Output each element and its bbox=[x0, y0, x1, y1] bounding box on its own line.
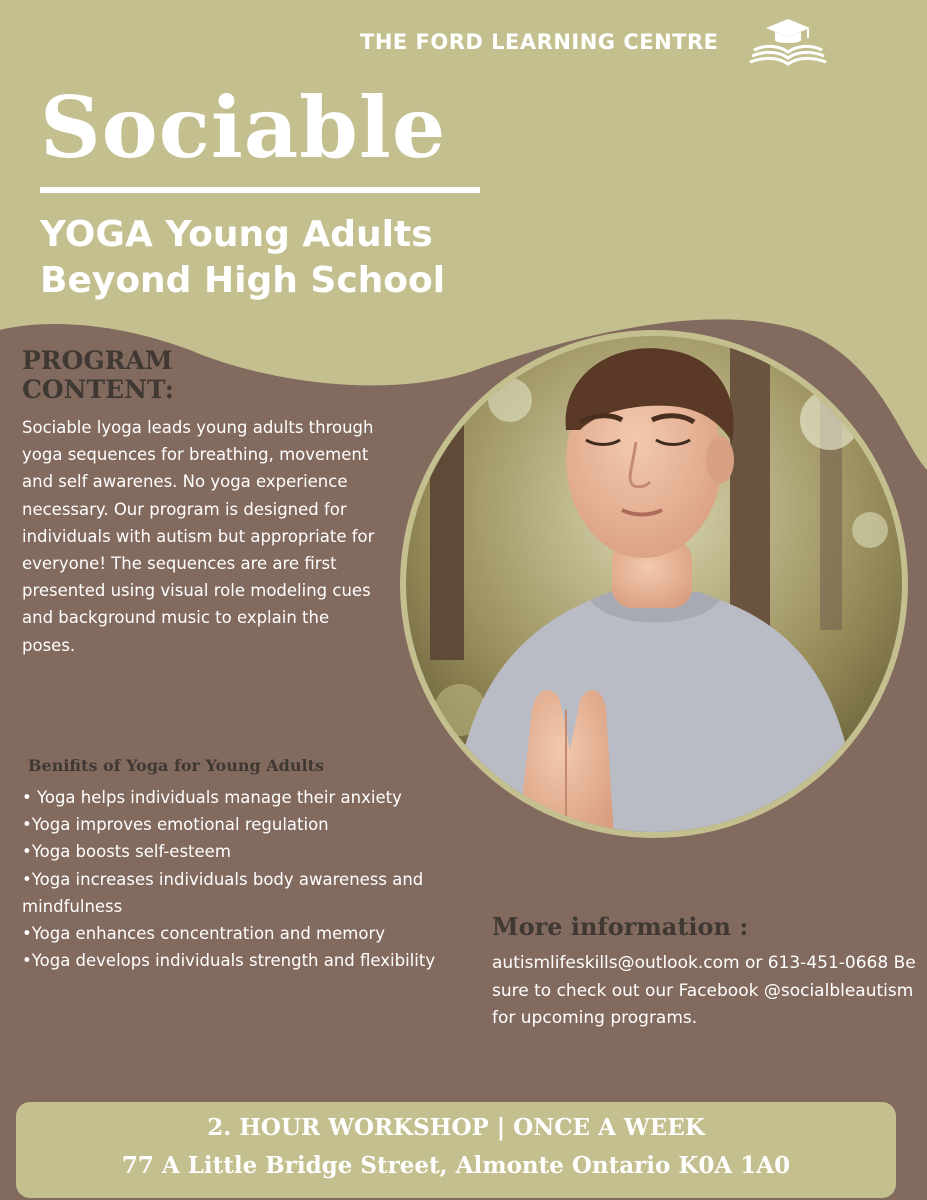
program-heading-line-1: PROGRAM bbox=[22, 346, 173, 375]
organization-name: THE FORD LEARNING CENTRE bbox=[360, 30, 719, 54]
graduation-cap-book-icon bbox=[748, 16, 828, 66]
title-underline bbox=[40, 187, 480, 193]
subtitle-line-2: Beyond High School bbox=[40, 260, 446, 301]
list-item: • Yoga helps individuals manage their anxiety bbox=[22, 788, 402, 807]
list-item: •Yoga enhances concentration and memory bbox=[22, 924, 385, 944]
list-item: •Yoga improves emotional regulation bbox=[22, 815, 329, 835]
more-info-body: autismlifeskills@outlook.com or 613-451-0668 Be sure to check out our Facebook @socialbleautism for upcoming programs. bbox=[492, 953, 916, 1028]
program-content-heading bbox=[22, 346, 174, 404]
page-title: Sociable bbox=[40, 78, 447, 177]
footer-banner bbox=[16, 1102, 896, 1198]
list-item: •Yoga increases individuals body awareness and mindfulness bbox=[22, 869, 424, 916]
benefits-heading: Benifits of Yoga for Young Adults bbox=[28, 756, 324, 775]
benefits-list bbox=[22, 784, 462, 974]
program-description: Sociable lyoga leads young adults through yoga sequences for breathing, movement and self awarenes. No yoga experience necessary. Our program is designed for individuals with autism but appropriate for everyone! The sequences are are first presented using visual role modeling cues and background music to explain the poses. bbox=[22, 418, 375, 655]
more-info-heading: More information : bbox=[492, 912, 749, 941]
subtitle bbox=[40, 212, 510, 304]
workshop-schedule: 2. HOUR WORKSHOP | ONCE A WEEK bbox=[207, 1114, 705, 1141]
list-item: •Yoga develops individuals strength and flexibility bbox=[22, 951, 436, 971]
list-item: •Yoga boosts self-esteem bbox=[22, 842, 231, 862]
address: 77 A Little Bridge Street, Almonte Ontario K0A 1A0 bbox=[121, 1152, 791, 1179]
yoga-person-photo bbox=[400, 330, 908, 838]
program-heading-line-2: CONTENT: bbox=[22, 375, 174, 404]
subtitle-line-1: YOGA Young Adults bbox=[40, 214, 433, 255]
